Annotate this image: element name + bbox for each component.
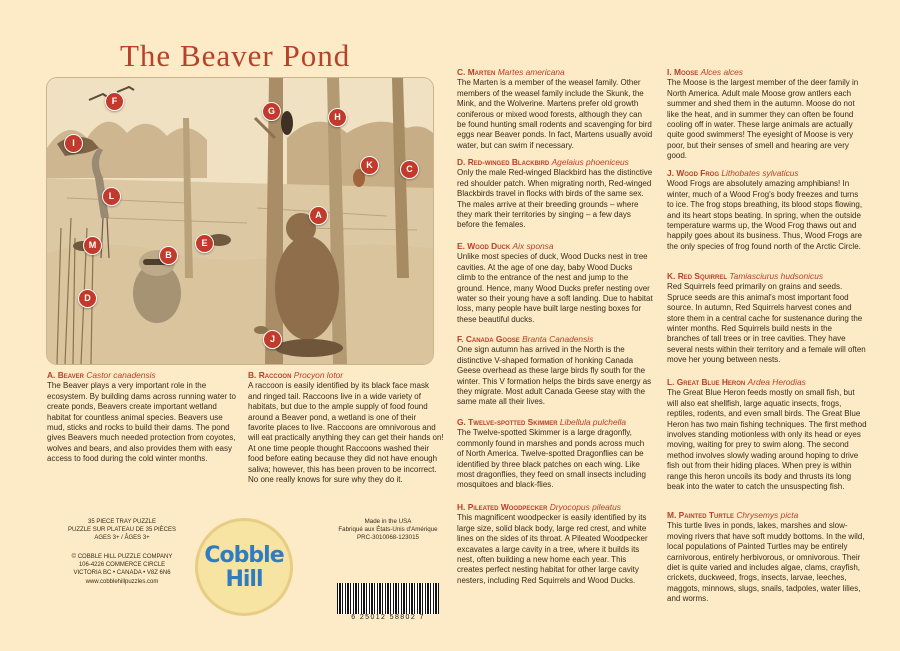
marker-i[interactable]: I: [64, 134, 83, 153]
marker-j[interactable]: J: [263, 330, 282, 349]
company-name: © COBBLE HILL PUZZLE COMPANY: [71, 554, 173, 560]
entry-heading: E. Wood Duck Aix sponsa: [457, 241, 554, 251]
barcode-number: 6 25012 58802 7: [351, 614, 425, 621]
marker-e[interactable]: E: [195, 234, 214, 253]
marker-b[interactable]: B: [159, 246, 178, 265]
entry-text: Red Squirrels feed primarily on grains and seeds. Spruce seeds are this animal's most important food source. In autumn, Red Squirrels harvest cones and store them in a central cache for sustenance during the winter months. Red Squirrels build nests in the branches of tall trees or in tree cavities. They have several nests within their territory and a female will often move her young between nests.: [667, 282, 866, 365]
entry-text: The Twelve-spotted Skimmer is a large dragonfly, commonly found in marshes and ponds across much of North America. Twelve-spotted Dragonflies can be identified by three black patches on each wing. Like most dragonflies, they feed on small insects including mosquitoes and black-flies.: [457, 428, 646, 490]
entry-pileated-woodpecker: [457, 502, 653, 586]
entry-wood-frog: [667, 168, 867, 252]
entry-text: The Beaver plays a very important role in the ecosystem. By building dams across running water to create ponds, Beavers create important wetland habitat for countless animal species. Beavers use mud, sticks and rocks to build their dams. The pond gives Beavers much needed protection from coyotes, wolves and bears, and also provides them with easy access to food during the cold winter months.: [47, 381, 236, 464]
entry-marten: [457, 67, 653, 151]
marker-c[interactable]: C: [400, 160, 419, 179]
puzzle-info-line: 35 PIECE TRAY PUZZLE: [87, 519, 157, 525]
entry-red-squirrel: [667, 271, 867, 366]
entry-text: Wood Frogs are absolutely amazing amphibians! In winter, much of a Wood Frog's body freezes and turns to ice. The frog stops breathing, its blood stops flowing, and its heart stops beating. In spring, when the outside temperature warms up, the Wood Frog thaws out and happily goes about its business. Thus, Wood Frogs are the only species of frog found north of the Arctic Circle.: [667, 179, 863, 251]
logo-text: Cobble: [204, 543, 284, 568]
made-in-info: [318, 518, 458, 543]
scene-drawing: [47, 78, 433, 364]
made-in-line: Fabriqué aux États-Unis d'Amérique: [338, 526, 438, 534]
entry-heading: M. Painted Turtle Chrysemys picta: [667, 510, 799, 520]
entry-heading: C. Marten Martes americana: [457, 67, 565, 77]
barcode-bars: [337, 583, 439, 614]
marker-m[interactable]: M: [83, 236, 102, 255]
marker-l[interactable]: L: [102, 187, 121, 206]
product-code: PRC-3010068-123015: [357, 534, 419, 542]
entry-great-blue-heron: [667, 377, 867, 492]
puzzle-info-line: AGES 3+ / ÂGES 3+: [94, 535, 150, 542]
beaver-pond-illustration: [47, 78, 433, 364]
logo-text: Hill: [225, 567, 263, 592]
marker-g[interactable]: G: [262, 102, 281, 121]
entry-heading: K. Red Squirrel Tamiasciurus hudsonicus: [667, 271, 824, 281]
entry-text: This turtle lives in ponds, lakes, marshes and slow-moving rivers that have soft muddy bottoms. In the wild, local populations of Painted Turtles may be entirely carnivorous, entirely herbivorous, or omnivorous. Their diet is quite varied and includes algae, clams, crayfish, crickets, duckweed, frogs, insects, larvae, leeches, maggots, minnows, slugs, snails, tadpoles, water lilies, and worms.: [667, 521, 865, 604]
puzzle-info: [58, 518, 186, 543]
marker-a[interactable]: A: [309, 206, 328, 225]
entry-red-winged-blackbird: [457, 157, 653, 231]
company-website[interactable]: www.cobblehillpuzzles.com: [85, 578, 159, 585]
entry-heading: B. Raccoon Procyon lotor: [248, 370, 344, 380]
puzzle-info-line: PUZZLE SUR PLATEAU DE 35 PIÈCES: [68, 527, 176, 534]
company-info: [58, 553, 186, 586]
entry-heading: G. Twelve-spotted Skimmer Libellula pulchella: [457, 417, 626, 427]
marker-f[interactable]: F: [105, 92, 124, 111]
entry-heading: A. Beaver Castor canadensis: [47, 370, 156, 380]
marker-d[interactable]: D: [78, 289, 97, 308]
entry-heading: I. Moose Alces alces: [667, 67, 743, 77]
entry-text: The Marten is a member of the weasel family. Other members of the weasel family include the Skunk, the Mink, and the Wolverine. Martens prefer old growth coniferous or mixed wood forests, although they can be found hunting small rodents and scavenging for bird eggs near Beaver ponds. In fact, Martens usually avoid water, but can swim if necessary.: [457, 78, 653, 150]
entry-canada-goose: [457, 334, 653, 408]
made-in-line: Made in the USA: [364, 518, 412, 525]
entry-text: Only the male Red-winged Blackbird has the distinctive red shoulder patch. When migrating north, Red-winged Blackbirds travel in flocks with birds of the same sex. The males arrive at their breeding grounds – where they mark their territories by singing – a few days before the females.: [457, 168, 653, 230]
entry-wood-duck: [457, 241, 653, 325]
entry-heading: J. Wood Frog Lithobates sylvaticus: [667, 168, 799, 178]
entry-text: A raccoon is easily identified by its black face mask and ringed tail. Raccoons live in a wide variety of habitats, but due to the ample supply of food found around a Beaver pond, a wetland is one of their favorite places to live. Raccoons are omnivorous and will eat practically anything they can get their hands on! At one time people thought Raccoons washed their food before eating because they did not have enough saliva; however, this has been proven to be incorrect. No one really knows for sure why they do it.: [248, 381, 444, 485]
entry-text: This magnificent woodpecker is easily identified by its large size, solid black body, large red crest, and white lines on the sides of its throat. A Pileated Woodpecker excavates a large cavity in a tree, where it builds its nest, often building a new home each year. This creates perfect nesting habitat for other large cavity nesters, including Red Squirrels and Wood Ducks.: [457, 513, 648, 585]
entry-heading: H. Pileated Woodpecker Dryocopus pileatus: [457, 502, 621, 512]
marker-h[interactable]: H: [328, 108, 347, 127]
entry-moose: [667, 67, 867, 162]
entry-painted-turtle: [667, 510, 867, 605]
entry-heading: D. Red-winged Blackbird Agelaius phoeniceus: [457, 157, 629, 167]
entry-text: The Moose is the largest member of the deer family in North America. Adult male Moose grow antlers each summer and shed them in the autumn. Moose do not like the heat, and in summer they can often be found cooling off in water. These large animals are actually quite good swimmers! The eyesight of Moose is very poor, but their senses of smell and hearing are very good.: [667, 78, 859, 161]
entry-heading: L. Great Blue Heron Ardea Herodias: [667, 377, 806, 387]
entry-text: The Great Blue Heron feeds mostly on small fish, but will also eat shellfish, large aquatic insects, frogs, reptiles, rodents, and even small birds. The Great Blue Heron has two main fishing techniques. The first method involves standing motionless with only its head or eyes moving, waiting for prey to swim along. The second method involves slowly wading around hoping to drive fish out from their hiding places. When prey is within range this heron uncoils its body and thrusts its long beak into the water to catch the unsuspecting fish.: [667, 388, 867, 492]
barcode: [337, 583, 439, 623]
entry-heading: F. Canada Goose Branta Canadensis: [457, 334, 594, 344]
entry-raccoon: [248, 370, 444, 485]
marker-k[interactable]: K: [360, 156, 379, 175]
company-address: 106-4226 COMMERCE CIRCLE: [78, 562, 166, 569]
cobble-hill-logo: [195, 518, 293, 616]
entry-text: One sign autumn has arrived in the North is the distinctive V-shaped formation of honking Canada Geese overhead as these large birds fly south for the winter. This V formation helps the birds save energy as they migrate. Most adult Canada Geese stay with the same mate all their lives.: [457, 345, 652, 407]
page-title: The Beaver Pond: [120, 38, 351, 73]
entry-text: Unlike most species of duck, Wood Ducks nest in tree cavities. At the age of one day, baby Wood Ducks climb to the entrance of the nest and jump to the ground. Hence, many Wood Ducks prefer nesting over water so their young have a soft landing. Due to habitat loss, many people have built large nesting boxes for these beautiful ducks.: [457, 252, 653, 324]
entry-beaver: [47, 370, 241, 465]
company-address: VICTORIA BC • CANADA • V8Z 6N6: [73, 570, 171, 577]
entry-twelve-spotted-skimmer: [457, 417, 653, 491]
